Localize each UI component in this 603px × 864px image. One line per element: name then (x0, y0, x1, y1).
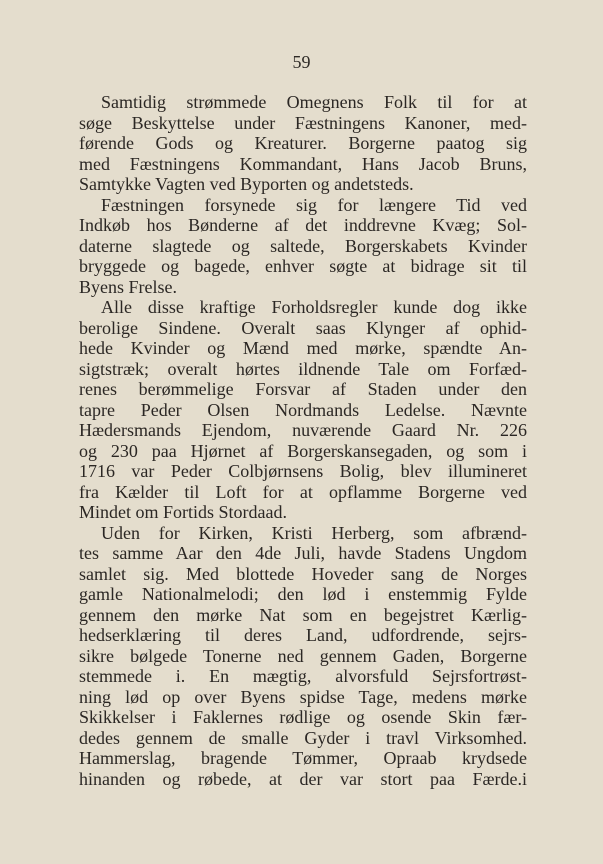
text-line: tapre Peder Olsen Nordmands Ledelse. Nævnte (79, 399, 527, 420)
text-line: fra Kælder til Loft for at opflamme Borgerne ved (79, 481, 527, 502)
text-line: søge Beskyttelse under Fæstningens Kanoner, med- (79, 112, 527, 133)
text-line: Hammerslag, bragende Tømmer, Opraab krydsede (79, 748, 527, 768)
text-line: førende Gods og Kreaturer. Borgerne paatog sig (79, 133, 527, 153)
text-line: med Fæstningens Kommandant, Hans Jacob Bruns, (79, 153, 527, 174)
text-line: renes berømmelige Forsvar af Staden under den (79, 379, 527, 399)
page-number: 59 (292, 52, 311, 72)
text-line: gennem den mørke Nat som en begejstret Kærlig- (79, 604, 527, 625)
text-line: ning lød op over Byens spidse Tage, medens mørke (79, 686, 527, 707)
text-line: Alle disse kraftige Forholdsregler kunde dog ikke (101, 297, 527, 317)
text-line: hinanden og røbede, at der var stort paa Færde.i (79, 768, 527, 789)
text-line: Mindet om Fortids Stordaad. (79, 502, 287, 522)
text-line: sigtstræk; overalt hørtes ildnende Tale om Forfæd- (79, 358, 527, 379)
text-line: daterne slagtede og saltede, Borgerskabets Kvinder (79, 235, 527, 256)
text-line: Skikkelser i Faklernes rødlige og osende Skin fær- (79, 707, 527, 727)
text-line: Samtykke Vagten ved Byporten og andetsteds. (79, 174, 414, 194)
text-line: stemmede i. En mægtig, alvorsfuld Sejrsfortrøst- (79, 666, 527, 686)
text-line: gamle Nationalmelodi; den lød i enstemmig Fylde (79, 584, 527, 604)
text-line: hedserklæring til deres Land, udfordrende, sejrs- (79, 625, 527, 645)
text-line: tes samme Aar den 4de Juli, havde Stadens Ungdom (79, 543, 527, 563)
text-line: bryggede og bagede, enhver søgte at bidrage sit til (79, 256, 527, 276)
text-line: berolige Sindene. Overalt saas Klynger af ophid- (79, 317, 527, 338)
text-line: Samtidig strømmede Omegnens Folk til for at (101, 92, 527, 112)
text-line: Indkøb hos Bønderne af det inddrevne Kvæg; Sol- (79, 215, 527, 235)
text-line: Byens Frelse. (79, 276, 177, 297)
text-line: 1716 var Peder Colbjørnsens Bolig, blev illumineret (79, 461, 527, 481)
text-line: Fæstningen forsynede sig for længere Tid ved (101, 194, 527, 215)
text-line: og 230 paa Hjørnet af Borgerskansegaden, og som i (79, 440, 527, 461)
text-line: sikre bølgede Tonerne ned gennem Gaden, Borgerne (79, 645, 527, 666)
text-line: dedes gennem de smalle Gyder i travl Virksomhed. (79, 727, 527, 748)
text-line: Hædersmands Ejendom, nuværende Gaard Nr. 226 (79, 420, 527, 440)
text-line: hede Kvinder og Mænd med mørke, spændte An- (79, 338, 527, 358)
body-text (79, 92, 527, 789)
text-line: samlet sig. Med blottede Hoveder sang de Norges (79, 563, 527, 584)
text-line: Uden for Kirken, Kristi Herberg, som afbrænd- (101, 522, 527, 543)
